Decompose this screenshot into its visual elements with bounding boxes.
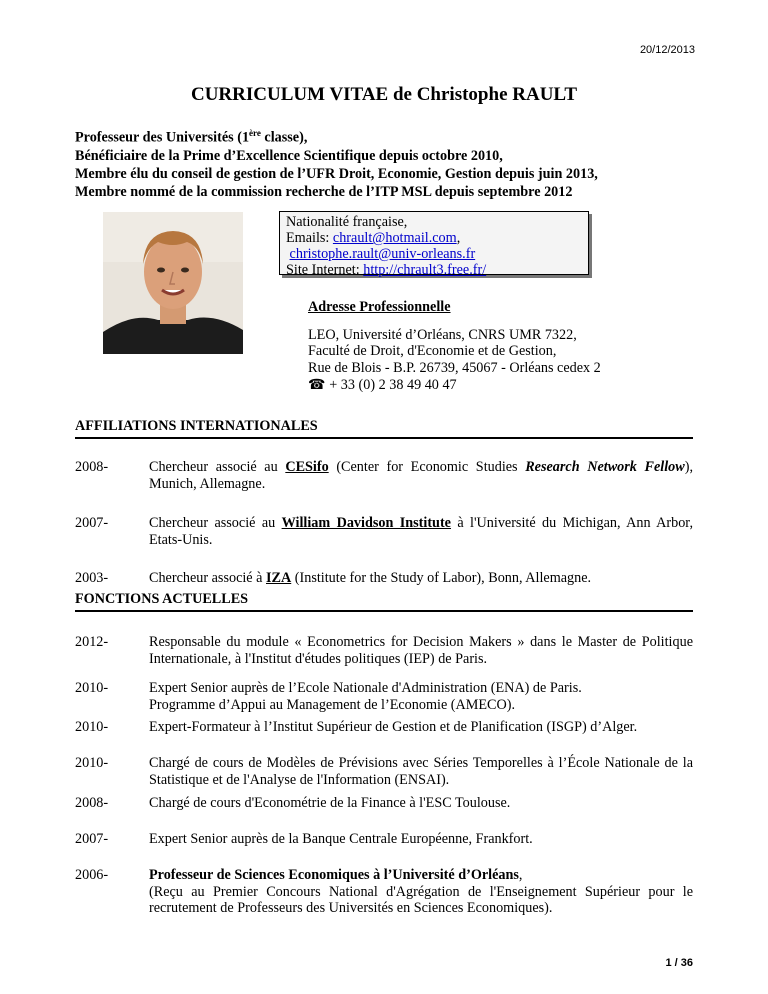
affiliation-emphasis: Research Network Fellow	[525, 459, 685, 475]
affiliation-detail: (Center for Economic Studies	[328, 459, 526, 475]
portrait-illustration	[103, 212, 243, 354]
email-line-2	[286, 246, 582, 262]
affiliation-prefix: Chercheur associé au	[149, 515, 282, 531]
nationality: Nationalité française,	[286, 214, 408, 230]
fonction-text	[149, 680, 693, 713]
intro-line-1-after: classe),	[260, 129, 308, 146]
affiliation-text	[149, 459, 693, 492]
affiliation-detail: (Institute for the Study of Labor), Bonn, Allemagne.	[291, 570, 592, 586]
website-link[interactable]: http://chrault3.free.fr/	[363, 262, 487, 278]
fonction-year: 2010-	[75, 755, 109, 771]
intro-line-1-text: Professeur des Universités (1	[75, 129, 250, 146]
fonction-text: Expert-Formateur à l’Institut Supérieur de Gestion et de Planification (ISGP) d’Alger.	[149, 719, 638, 735]
affiliation-year: 2008-	[75, 459, 109, 475]
intro-line-1	[75, 124, 598, 147]
affiliation-year: 2007-	[75, 515, 109, 531]
fonction-text: Chargé de cours d'Econométrie de la Finance à l'ESC Toulouse.	[149, 795, 511, 811]
page-date: 20/12/2013	[639, 44, 695, 56]
affiliation-detail: à l'Université du Michigan, Ann Arbor, Etats-Unis.	[149, 515, 693, 548]
intro-line-1-sup: ère	[249, 128, 261, 138]
intro-line-2: Bénéficiaire de la Prime d’Excellence Scientifique depuis octobre 2010,	[75, 147, 503, 164]
fonction-text	[149, 867, 693, 917]
section-divider	[75, 610, 693, 612]
affiliation-org: William Davidson Institute	[281, 515, 451, 531]
section-title-affiliations: AFFILIATIONS INTERNATIONALES	[75, 418, 318, 434]
fonction-year: 2008-	[75, 795, 109, 811]
intro-line-3: Membre élu du conseil de gestion de l’UFR Droit, Economie, Gestion depuis juin 2013,	[75, 165, 598, 182]
portrait-photo	[103, 212, 243, 354]
website-line	[286, 262, 582, 278]
phone-number: + 33 (0) 2 38 49 40 47	[325, 376, 457, 393]
affiliation-prefix: Chercheur associé à	[149, 570, 266, 586]
fonction-year: 2007-	[75, 831, 109, 847]
fonction-bold: Professeur de Sciences Economiques à l’Université d’Orléans	[149, 867, 519, 883]
fonction-year: 2006-	[75, 867, 109, 883]
email-separator: ,	[456, 230, 461, 246]
section-title-fonctions: FONCTIONS ACTUELLES	[75, 591, 249, 607]
address-phone-line	[308, 377, 601, 394]
fonction-detail: (Reçu au Premier Concours National d'Agrégation de l'Enseignement Supérieur pour le recrutement de Professeurs des Universités en Sciences Economiques).	[149, 883, 693, 916]
email-link-2[interactable]: christophe.rault@univ-orleans.fr	[289, 246, 476, 262]
fonction-bold-suffix: ,	[518, 867, 523, 883]
affiliation-detail-end: ), Munich, Allemagne.	[149, 459, 693, 492]
address-line-3: Rue de Blois - B.P. 26739, 45067 - Orléans cedex 2	[308, 360, 601, 377]
fonction-text: Responsable du module « Econometrics for Decision Makers » dans le Master de Politique Internationale, à l'Institut d'études politiques (IEP) de Paris.	[149, 634, 693, 667]
intro-line-4: Membre nommé de la commission recherche de l’ITP MSL depuis septembre 2012	[75, 183, 573, 200]
affiliation-text	[149, 515, 693, 548]
fonction-line-1: Expert Senior auprès de l’Ecole Nationale d'Administration (ENA) de Paris.	[149, 680, 582, 696]
fonction-line-2: Programme d’Appui au Management de l’Economie (AMECO).	[149, 696, 516, 713]
professional-address	[308, 299, 601, 394]
email-link-1[interactable]: chrault@hotmail.com	[332, 230, 457, 246]
intro-block	[75, 124, 598, 201]
fonction-text: Chargé de cours de Modèles de Prévisions avec Séries Temporelles à l’École Nationale de la Statistique et de l'Analyse de l'Information (ENSAI).	[149, 755, 693, 788]
fonction-text: Expert Senior auprès de la Banque Centrale Européenne, Frankfort.	[149, 831, 533, 847]
address-line-1: LEO, Université d’Orléans, CNRS UMR 7322,	[308, 326, 577, 343]
address-line-2: Faculté de Droit, d'Economie et de Gestion,	[308, 343, 557, 360]
page-title: CURRICULUM VITAE de Christophe RAULT	[190, 84, 578, 105]
affiliation-org: IZA	[266, 570, 292, 586]
emails-label: Emails:	[286, 230, 333, 246]
emails-line	[286, 230, 582, 246]
affiliation-prefix: Chercheur associé au	[149, 459, 286, 475]
affiliation-text	[149, 570, 693, 587]
fonction-year: 2010-	[75, 719, 109, 735]
website-label: Site Internet:	[286, 262, 364, 278]
affiliation-org: CESifo	[285, 459, 329, 475]
contact-box	[279, 211, 589, 278]
affiliation-year: 2003-	[75, 570, 109, 586]
phone-icon: ☎	[308, 376, 326, 393]
section-divider	[75, 437, 693, 439]
fonction-year: 2010-	[75, 680, 109, 696]
address-heading: Adresse Professionnelle	[308, 299, 451, 315]
page-number: 1 / 36	[665, 957, 693, 969]
fonction-year: 2012-	[75, 634, 109, 650]
